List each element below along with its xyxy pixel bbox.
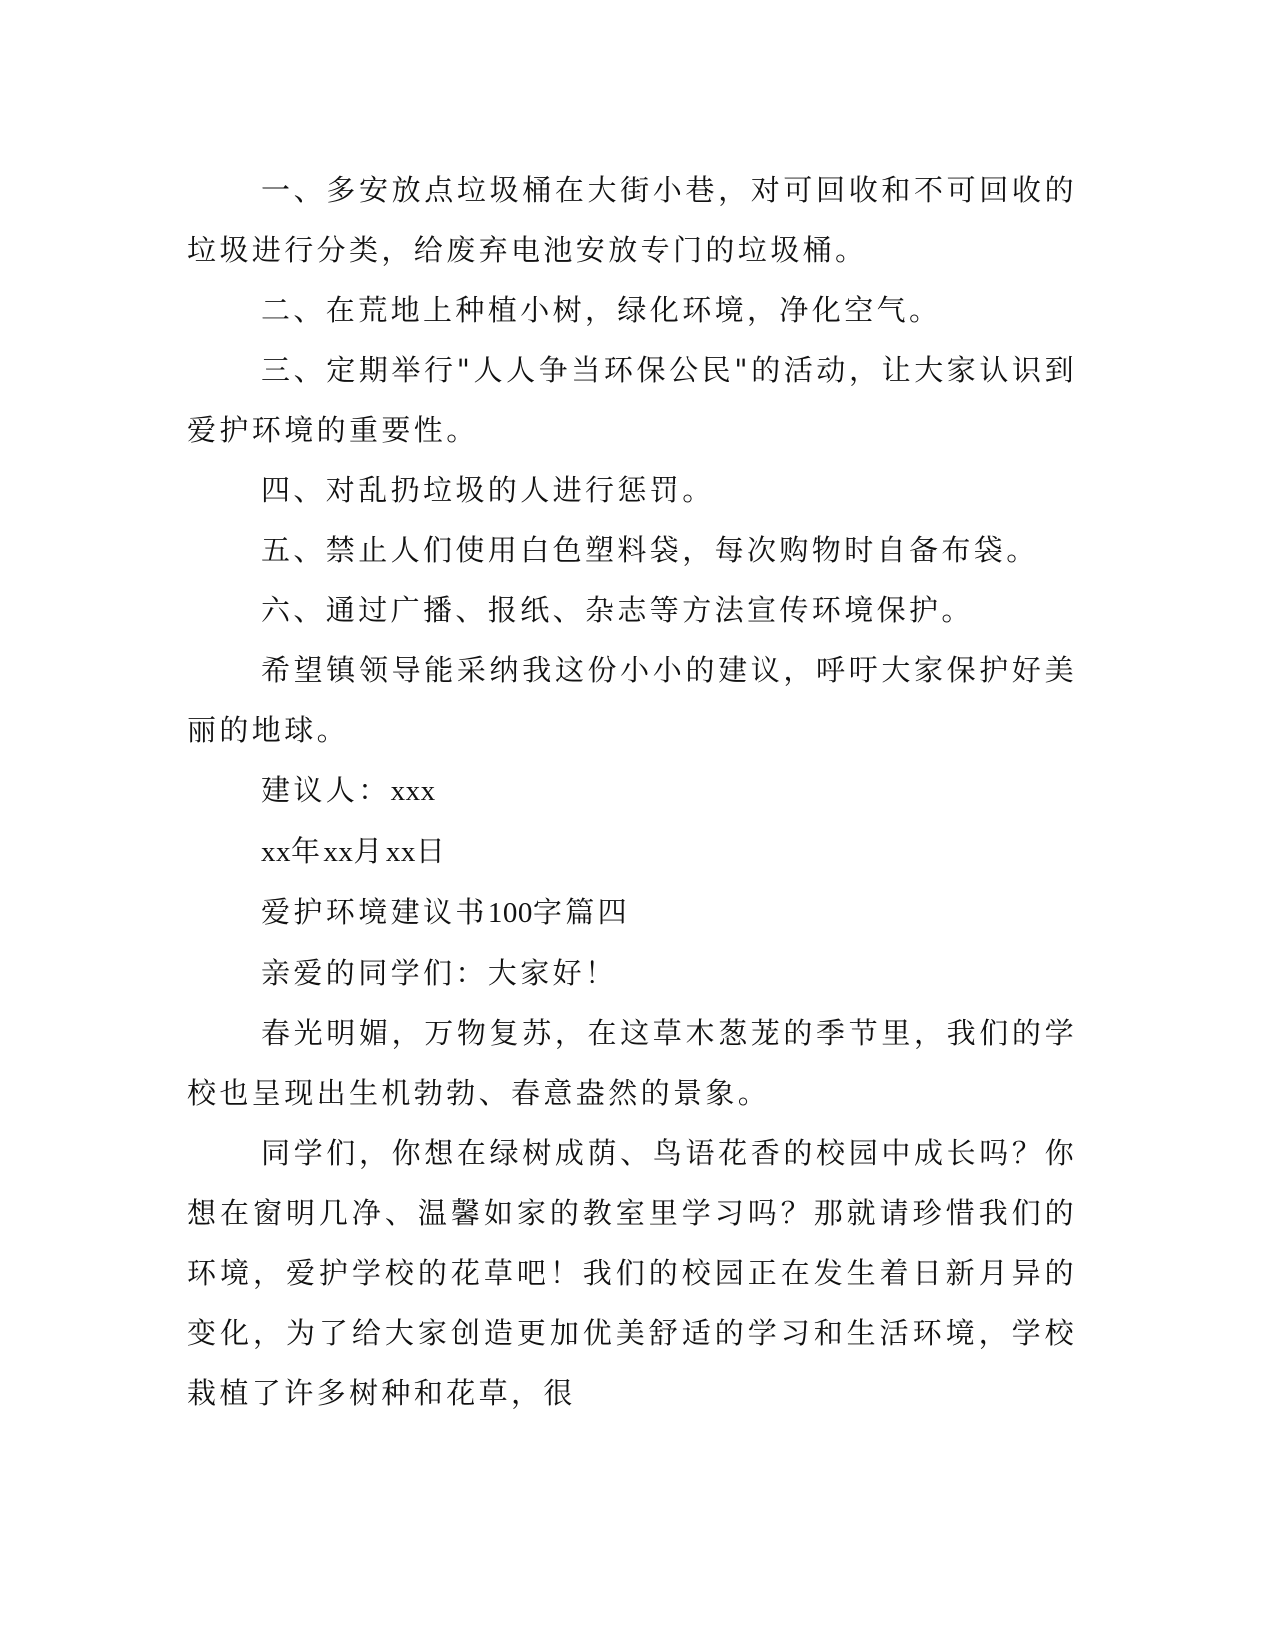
suggestion-paragraph-3: 三、定期举行"人人争当环保公民"的活动，让大家认识到爱护环境的重要性。 xyxy=(187,353,1077,447)
signature-name: xxx xyxy=(390,775,436,807)
section-title-text: 爱护环境建议书 xyxy=(261,895,488,929)
document-body xyxy=(187,160,1077,1423)
date-year-unit: 年 xyxy=(291,834,324,868)
suggestion-paragraph-1: 一、多安放点垃圾桶在大街小巷，对可回收和不可回收的垃圾进行分类，给废弃电池安放专门的垃圾桶。 xyxy=(187,173,1077,267)
body-paragraph-2: 同学们，你想在绿树成荫、鸟语花香的校园中成长吗？你想在窗明几净、温馨如家的教室里学习吗？那就请珍惜我们的环境，爱护学校的花草吧！我们的校园正在发生着日新月异的变化，为了给大家创造更加优美舒适的学习和生活环境，学校栽植了许多树种和花草，很 xyxy=(187,1136,1077,1410)
date-year: xx xyxy=(261,836,291,868)
date-month-unit: 月 xyxy=(353,834,386,868)
closing-paragraph: 希望镇领导能采纳我这份小小的建议，呼吁大家保护好美丽的地球。 xyxy=(187,653,1077,747)
signature-line xyxy=(187,760,1077,821)
body-paragraph-1: 春光明媚，万物复苏，在这草木葱茏的季节里，我们的学校也呈现出生机勃勃、春意盎然的景象。 xyxy=(187,1016,1077,1110)
suggestion-paragraph-5: 五、禁止人们使用白色塑料袋，每次购物时自备布袋。 xyxy=(261,533,1039,567)
suggestion-paragraph-2: 二、在荒地上种植小树，绿化环境，净化空气。 xyxy=(261,293,942,327)
greeting: 亲爱的同学们：大家好！ xyxy=(261,956,618,990)
section-title-suffix: 字篇四 xyxy=(532,895,631,929)
date-day: xx xyxy=(385,836,416,868)
signature-label: 建议人： xyxy=(261,773,391,807)
date-day-unit: 日 xyxy=(415,834,449,868)
section-title xyxy=(187,882,1077,943)
date-month: xx xyxy=(323,836,354,868)
suggestion-paragraph-6: 六、通过广播、报纸、杂志等方法宣传环境保护。 xyxy=(261,593,974,627)
date-line xyxy=(187,821,1077,882)
section-title-number: 100 xyxy=(487,897,533,929)
suggestion-paragraph-4: 四、对乱扔垃圾的人进行惩罚。 xyxy=(261,473,715,507)
